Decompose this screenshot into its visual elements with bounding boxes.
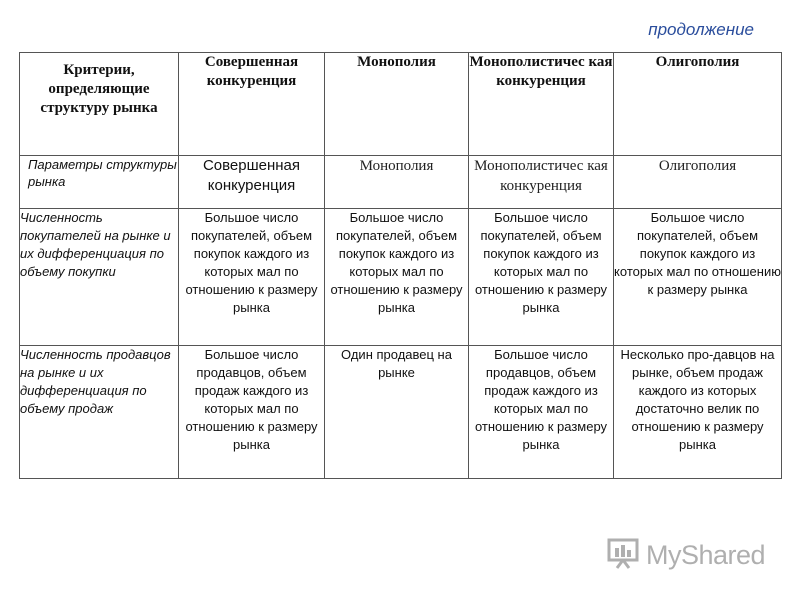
cell-sellers-oligopoly: Несколько про-давцов на рынке, объем продаж каждого из которых достаточно велик по отношению к размеру рынка [614,346,782,479]
cell-sellers-criteria: Численность продавцов на рынке и их дифференциация по объему продаж [20,346,179,479]
cell-params-monopolistic: Монополистичес кая конкуренция [469,156,614,209]
header-criteria: Критерии, определяющие структуру рынка [20,53,179,156]
continuation-label: продолжение [648,20,754,39]
market-structure-table [19,52,782,479]
table-row-sellers [20,346,782,479]
cell-sellers-perfect: Большое число продавцов, объем продаж каждого из которых мал по отношению к размеру рынка [179,346,325,479]
cell-params-perfect: Совершенная конкуренция [179,156,325,209]
cell-sellers-monopolistic: Большое число продавцов, объем продаж каждого из которых мал по отношению к размеру рынка [469,346,614,479]
cell-sellers-monopoly: Один продавец на рынке [325,346,469,479]
header-oligopoly: Олигополия [614,53,782,156]
cell-params-oligopoly: Олигополия [614,156,782,209]
cell-buyers-monopoly: Большое число покупателей, объем покупок каждого из которых мал по отношению к размеру рынка [325,209,469,346]
cell-params-monopoly: Монополия [325,156,469,209]
table-header-row [20,53,782,156]
cell-buyers-criteria: Численность покупателей на рынке и их дифференциация по объему покупки [20,209,179,346]
header-monopoly: Монополия [325,53,469,156]
cell-params-criteria: Параметры структуры рынка [20,156,179,209]
logo-text: MyShared [646,540,766,570]
table-row-buyers [20,209,782,346]
cell-buyers-monopolistic: Большое число покупателей, объем покупок каждого из которых мал по отношению к размеру рынка [469,209,614,346]
cell-buyers-perfect: Большое число покупателей, объем покупок каждого из которых мал по отношению к размеру рынка [179,209,325,346]
cell-buyers-oligopoly: Большое число покупателей, объем покупок каждого из которых мал по отношению к размеру рынка [614,209,782,346]
header-monopolistic-competition: Монополистичес кая конкуренция [469,53,614,156]
header-perfect-competition: Совершенная конкуренция [179,53,325,156]
presentation-board-icon [606,536,640,575]
table-row-parameters [20,156,782,209]
myshared-logo [606,536,765,575]
